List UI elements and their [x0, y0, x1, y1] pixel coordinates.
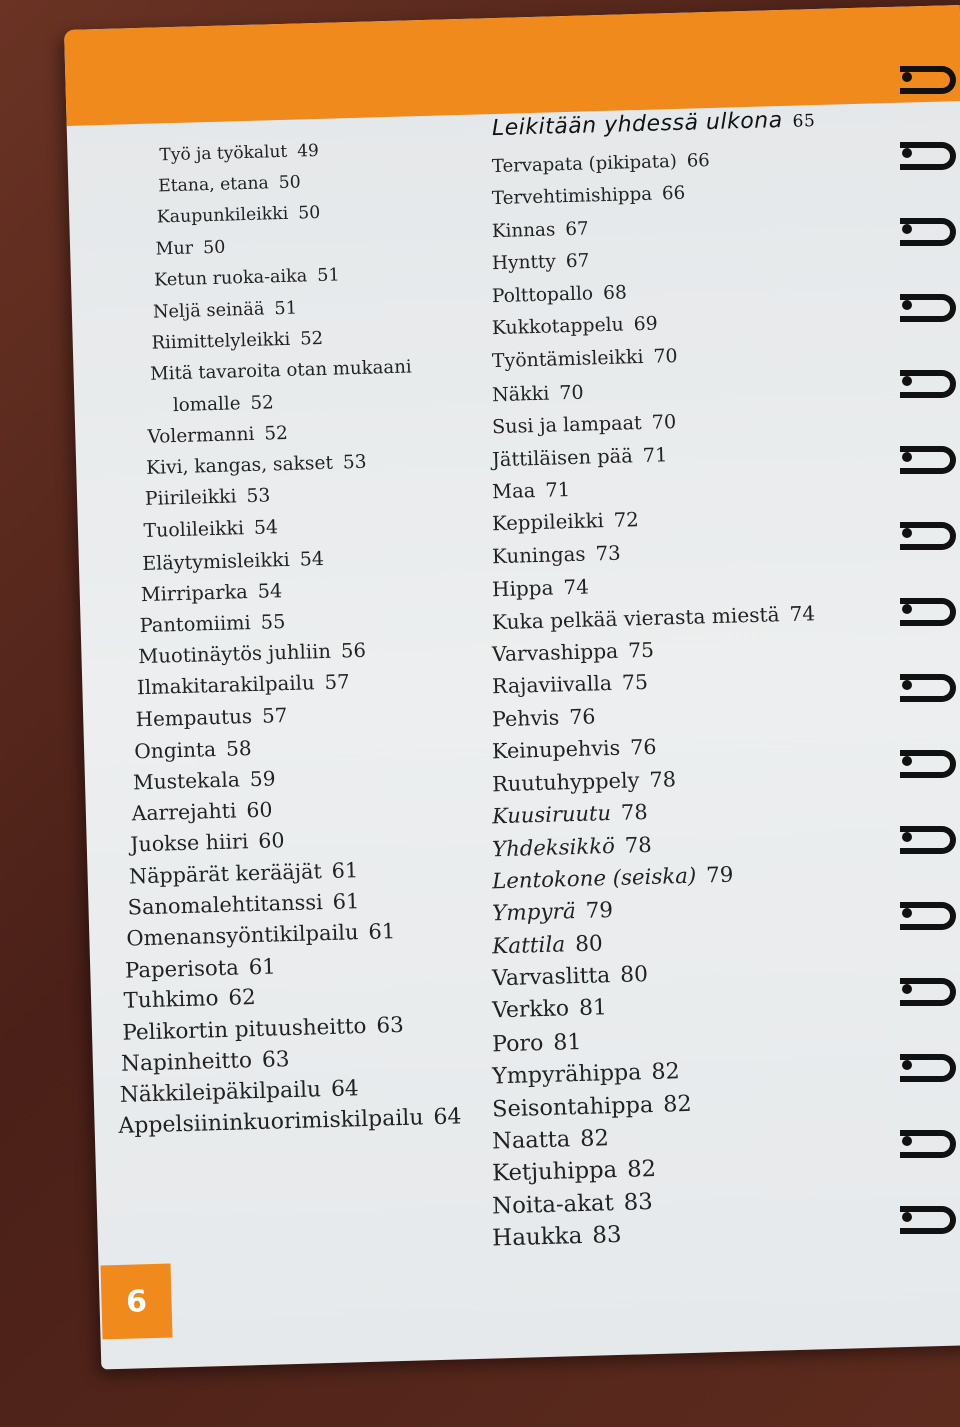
toc-entry [133, 766, 276, 794]
toc-entry-title: Susi ja lampaat [491, 411, 643, 439]
toc-entry [157, 203, 321, 228]
toc-entry-page-number: 78 [624, 832, 653, 859]
toc-entry-title: Napinheitto [120, 1047, 253, 1077]
toc-entry-page-number: 67 [565, 218, 589, 240]
spiral-binding-ring-icon [900, 288, 956, 318]
toc-entry-page-number: 62 [228, 985, 257, 1012]
toc-entry-title: Keinupehvis [491, 735, 621, 764]
spiral-binding-ring-icon [900, 972, 956, 1002]
toc-entry-title: Polttopallo [491, 282, 594, 307]
toc-entry [492, 251, 590, 275]
toc-entry-page-number: 81 [552, 1028, 582, 1056]
toc-entry [492, 931, 603, 959]
toc-entry-title: Poro [491, 1029, 544, 1058]
toc-entry [492, 704, 596, 731]
toc-entry-title: Yhdeksikkö [491, 833, 616, 862]
toc-entry [130, 829, 285, 857]
toc-entry-page-number: 64 [330, 1076, 360, 1102]
toc-entry-title: Omenansyöntikilpailu [126, 920, 359, 951]
toc-entry-page-number: 70 [653, 345, 678, 369]
toc-entry-page-number: 56 [340, 639, 367, 663]
toc-entry [141, 579, 283, 606]
toc-entry [142, 547, 324, 575]
toc-entry-title: Onginta [134, 736, 217, 764]
toc-entry-title: Pehvis [491, 705, 560, 732]
toc-entry-page-number: 67 [565, 250, 590, 273]
toc-entry-title: Hempautus [135, 704, 253, 731]
toc-entry-title: Etana, etana [157, 173, 270, 197]
toc-entry [158, 173, 301, 197]
toc-entry [151, 328, 323, 354]
toc-entry-title: Maa [491, 479, 536, 504]
toc-entry-page-number: 74 [563, 574, 590, 600]
toc-entry-title: Pantomiimi [139, 611, 252, 638]
toc-entry-page-number: 76 [629, 734, 657, 760]
toc-entry [153, 298, 298, 323]
toc-entry [492, 601, 816, 634]
toc-entry [127, 889, 359, 919]
toc-entry-title: Jättiläisen pää [491, 443, 634, 471]
toc-entry-page-number: 78 [620, 800, 648, 825]
toc-entry-page-number: 82 [626, 1156, 657, 1184]
toc-entry-title: Noita-akat [491, 1189, 615, 1220]
toc-entry [492, 996, 607, 1024]
toc-entry-title: Lentokone (seiska) [491, 863, 697, 895]
toc-entry [492, 1156, 657, 1187]
toc-entry [492, 380, 584, 406]
toc-entry-title: Näppärät kerääjät [128, 858, 323, 889]
toc-entry [123, 985, 256, 1014]
toc-entry-page-number: 80 [574, 930, 604, 957]
toc-entry [159, 141, 319, 165]
spiral-binding-ring-icon [900, 744, 956, 774]
spiral-binding-ring-icon [900, 668, 956, 698]
toc-entry [155, 237, 225, 259]
toc-entry-page-number: 75 [621, 670, 649, 696]
toc-entry [492, 541, 621, 568]
toc-entry-page-number: 50 [297, 203, 321, 224]
toc-entry-title: Mustekala [132, 767, 241, 795]
toc-entry-page-number: 60 [258, 828, 285, 854]
toc-entry [492, 575, 589, 602]
toc-entry [492, 767, 677, 796]
toc-entry-page-number: 79 [585, 898, 614, 924]
toc-entry [143, 517, 278, 543]
toc-entry-page-number: 75 [627, 637, 655, 663]
spiral-binding-ring-icon [900, 60, 956, 90]
toc-entry-page-number: 71 [544, 478, 571, 502]
toc-entry [492, 1125, 609, 1154]
toc-entry-page-number: 64 [433, 1104, 462, 1131]
toc-entry-page-number: 81 [578, 995, 608, 1022]
toc-entry-page-number: 61 [331, 857, 359, 883]
toc-entry-title: Paperisota [124, 954, 240, 983]
toc-entry [492, 410, 677, 438]
toc-entry [492, 1029, 582, 1057]
toc-entry-page-number: 71 [642, 442, 668, 467]
toc-entry-page-number: 82 [651, 1058, 680, 1086]
toc-entry-title: Ketun ruoka-aika [153, 266, 308, 291]
toc-entry-title: Haukka [491, 1223, 583, 1252]
toc-entry-page-number: 76 [568, 704, 596, 729]
toc-entry [122, 1012, 404, 1045]
spiral-binding-ring-icon [900, 516, 956, 546]
page-number-box [101, 1264, 173, 1340]
toc-entry-title: Hippa [491, 575, 554, 602]
toc-entry [492, 314, 658, 340]
spiral-binding-ring-icon [900, 820, 956, 850]
toc-entry-page-number: 83 [591, 1222, 622, 1249]
toc-entry-title: Kuningas [491, 542, 586, 569]
toc-entry-title: Kivi, kangas, sakset [145, 452, 334, 479]
spiral-binding-ring-icon [900, 136, 956, 166]
toc-entry-title: Appelsiininkuorimiskilpailu [118, 1105, 424, 1140]
toc-entry-title: Varvashippa [491, 638, 619, 667]
spiral-binding-ring-icon [900, 1124, 956, 1154]
toc-entry-title: Seisontahippa [491, 1091, 654, 1123]
toc-entry-title: Mitä tavaroita otan mukaani [149, 356, 412, 386]
toc-entry-title: Näkkileipäkilpailu [119, 1077, 322, 1108]
toc-entry [492, 832, 652, 861]
toc-entry-title: Naatta [491, 1126, 571, 1155]
toc-entry-page-number: 73 [595, 541, 621, 566]
toc-entry-title: Ruutuhyppely [491, 767, 640, 796]
toc-entry-title: Aarrejahti [131, 798, 237, 826]
toc-entry [119, 1076, 359, 1108]
toc-entry-page-number: 54 [253, 516, 279, 540]
toc-entry [118, 1105, 462, 1140]
toc-entry-title: Verkko [491, 996, 570, 1024]
toc-entry [492, 670, 648, 698]
toc-entry-page-number: 79 [705, 862, 734, 889]
toc-entry [126, 919, 395, 950]
toc-entry [492, 800, 648, 828]
toc-entry-page-number: 59 [249, 766, 276, 792]
toc-entry [492, 1189, 653, 1219]
toc-entry-page-number: 50 [202, 237, 226, 258]
toc-entry-page-number: 54 [257, 578, 283, 603]
toc-entry [492, 898, 614, 926]
toc-entry [135, 704, 287, 731]
toc-entry-page-number: 53 [342, 451, 367, 474]
toc-entry-title: Juokse hiiri [130, 829, 249, 857]
toc-entry-page-number: 58 [225, 735, 252, 761]
toc-entry-title: Piirileikki [144, 486, 237, 511]
toc-entry-title: Muotinäytös juhliin [138, 639, 332, 669]
page-number: 6 [125, 1283, 148, 1320]
spiral-binding-ring-icon [900, 896, 956, 926]
toc-entry-title: Neljä seinää [152, 298, 265, 323]
toc-entry [138, 639, 366, 668]
toc-entry-title: Eläytymisleikki [141, 547, 291, 575]
toc-entry-page-number: 60 [246, 797, 273, 823]
toc-entry-page-number: 63 [376, 1012, 405, 1039]
toc-entry-page-number: 52 [250, 391, 275, 414]
toc-entry [492, 345, 678, 372]
toc-entry-page-number: 57 [324, 670, 350, 695]
toc-entry-page-number: 55 [260, 610, 286, 634]
toc-entry-title: Mirriparka [140, 579, 249, 606]
toc-entry [129, 858, 359, 888]
toc-entry-title: Näkki [491, 381, 550, 406]
toc-entry-title: Sanomalehtitanssi [127, 889, 324, 920]
toc-entry [492, 183, 686, 209]
toc-entry-title: Työntämisleikki [491, 346, 644, 373]
toc-entry-page-number: 53 [246, 485, 271, 508]
spiral-binding-ring-icon [900, 364, 956, 394]
toc-entry-title: Kaupunkileikki [156, 204, 289, 228]
toc-entry-page-number: 83 [623, 1188, 654, 1216]
toc-entry-title: Ketjuhippa [491, 1157, 618, 1187]
toc-entry-page-number: 66 [661, 183, 686, 205]
toc-entry-title: Kinnas [491, 219, 556, 242]
toc-entry [492, 1058, 680, 1089]
toc-entry-page-number: 68 [602, 281, 628, 304]
toc-entry-page-number: 78 [649, 766, 677, 792]
toc-entry-page-number: 70 [651, 410, 677, 434]
toc-entry-page-number: 74 [789, 600, 816, 626]
section-heading-title: Leikitään yhdessä ulkona [491, 107, 783, 142]
spiral-binding-ring-icon [900, 440, 956, 470]
spiral-binding [896, 60, 960, 1320]
toc-entry-title: Tervehtimishippa [491, 184, 653, 210]
toc-entry-page-number: 72 [613, 508, 640, 533]
toc-entry-title: Kuka pelkää vierasta miestä [491, 601, 780, 634]
orange-top-band [64, 5, 960, 126]
toc-entry-page-number: 69 [633, 313, 658, 336]
toc-entry-title: lomalle [172, 392, 241, 416]
toc-entry [492, 478, 571, 503]
toc-entry-page-number: 61 [332, 888, 360, 914]
toc-entry-page-number: 82 [579, 1125, 610, 1153]
toc-entry-title: Varvaslitta [491, 963, 611, 992]
toc-entry [146, 452, 367, 479]
toc-entry-title: Volermanni [147, 423, 255, 448]
book-page [64, 5, 960, 1369]
toc-entry-page-number: 70 [559, 380, 584, 405]
toc-entry [492, 962, 648, 991]
spiral-binding-ring-icon [900, 212, 956, 242]
toc-entry [492, 282, 627, 307]
toc-entry-page-number: 50 [278, 172, 301, 194]
toc-entry-title: Kattila [491, 931, 566, 959]
toc-entry [139, 610, 285, 637]
toc-entry [492, 862, 734, 894]
spiral-binding-ring-icon [900, 1048, 956, 1078]
toc-entry [492, 735, 657, 764]
toc-entry [145, 486, 271, 510]
toc-entry-title: Tuhkimo [123, 986, 219, 1015]
toc-entry [121, 1047, 290, 1077]
toc-entry [492, 218, 589, 242]
toc-entry-page-number: 52 [264, 422, 289, 445]
toc-entry-page-number: 52 [299, 328, 324, 350]
toc-entry-title: Hyntty [491, 251, 557, 275]
toc-entry-title: Ympyrähippa [491, 1059, 642, 1090]
toc-entry-title: Kuusiruutu [491, 801, 612, 829]
toc-entry-page-number: 51 [316, 265, 340, 286]
toc-entry [492, 150, 710, 177]
toc-entry-title: Pelikortin pituusheitto [122, 1013, 367, 1046]
toc-entry [131, 798, 272, 826]
toc-entry [173, 392, 274, 416]
toc-entry-title: Rajaviivalla [491, 671, 613, 699]
toc-entry [154, 265, 340, 290]
toc-entry-title: Ilmakitarakilpailu [136, 671, 315, 700]
toc-entry [150, 357, 412, 385]
toc-entry-title: Ympyrä [491, 899, 577, 927]
toc-entry [125, 954, 276, 983]
toc-entry-page-number: 82 [662, 1090, 693, 1118]
toc-entry [134, 736, 252, 763]
toc-entry-title: Työ ja työkalut [159, 141, 288, 166]
spiral-binding-ring-icon [900, 1200, 956, 1230]
toc-entry [492, 509, 639, 536]
section-heading-page: 65 [792, 111, 816, 132]
toc-entry-title: Keppileikki [491, 509, 605, 536]
spiral-binding-ring-icon [900, 592, 956, 622]
toc-entry-page-number: 80 [619, 962, 649, 988]
toc-entry-title: Riimittelyleikki [151, 328, 291, 354]
toc-entry [492, 443, 668, 471]
toc-entry-page-number: 61 [248, 953, 277, 980]
toc-entry-page-number: 54 [299, 546, 325, 571]
toc-entry-title: Kukkotappelu [491, 314, 625, 340]
toc-entry-page-number: 61 [368, 919, 396, 944]
toc-entry [492, 638, 655, 667]
toc-entry [492, 1090, 692, 1122]
toc-entry-title: Mur [155, 238, 194, 260]
toc-entry-page-number: 51 [274, 297, 298, 320]
toc-entry-page-number: 49 [296, 140, 320, 162]
toc-entry-title: Tervapata (pikipata) [491, 150, 678, 178]
toc-entry [137, 671, 350, 700]
toc-entry-page-number: 63 [261, 1046, 290, 1073]
toc-entry-page-number: 57 [261, 703, 288, 728]
toc-entry-page-number: 66 [686, 150, 711, 172]
toc-entry [492, 1222, 622, 1252]
toc-entry [147, 423, 288, 448]
toc-entry-title: Tuolileikki [143, 517, 245, 543]
